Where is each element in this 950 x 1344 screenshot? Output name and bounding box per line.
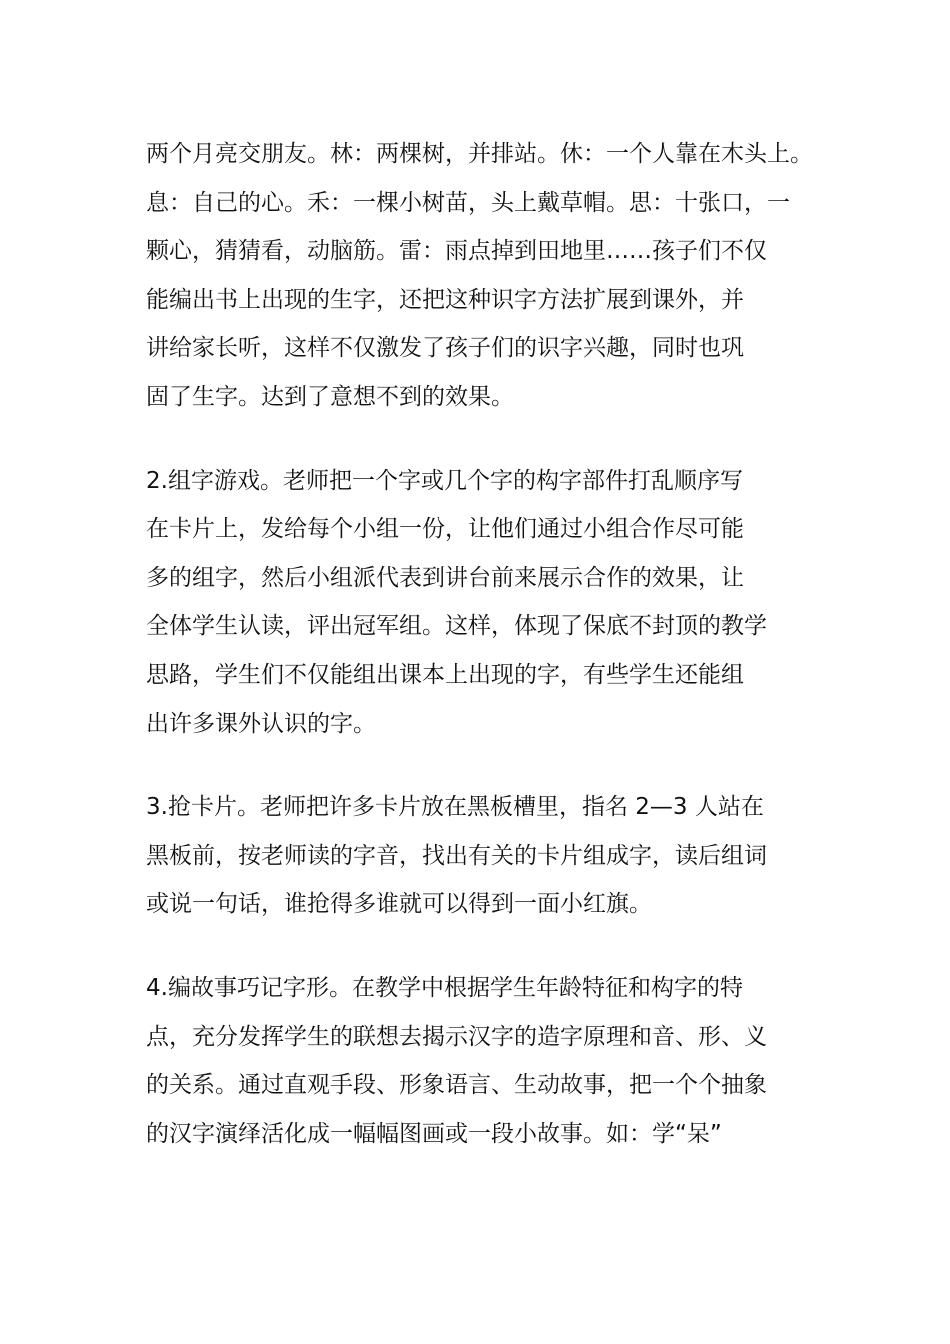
text-line: 3.抢卡片。老师把许多卡片放在黑板槽里，指名 2—3 人站在 <box>146 794 764 821</box>
text-line: 或说一句话，谁抢得多谁就可以得到一面小红旗。 <box>146 891 652 918</box>
text-line: 讲给家长听，这样不仅激发了孩子们的识字兴趣，同时也巩 <box>146 335 744 362</box>
text-line: 多的组字，然后小组派代表到讲台前来展示合作的效果，让 <box>146 564 744 591</box>
paragraph-card-grab <box>146 783 826 929</box>
paragraph-spacer <box>146 748 826 783</box>
text-line: 颗心，猜猜看，动脑筋。雷：雨点掉到田地里……孩子们不仅 <box>146 238 767 265</box>
text-line: 息：自己的心。禾：一棵小树苗，头上戴草帽。思：十张口，一 <box>146 189 790 216</box>
paragraph-continuation <box>146 130 826 422</box>
text-line: 全体学生认读，评出冠军组。这样，体现了保底不封顶的教学 <box>146 613 767 640</box>
text-line: 点，充分发挥学生的联想去揭示汉字的造字原理和音、形、义 <box>146 1023 767 1050</box>
text-line: 思路，学生们不仅能组出课本上出现的字，有些学生还能组 <box>146 661 744 688</box>
text-line: 固了生字。达到了意想不到的效果。 <box>146 383 514 410</box>
text-line: 出许多课外认识的字。 <box>146 710 376 737</box>
text-line: 黑板前，按老师读的字音，找出有关的卡片组成字，读后组词 <box>146 842 767 869</box>
text-line: 两个月亮交朋友。林：两棵树，并排站。休：一个人靠在木头上。 <box>146 141 813 167</box>
text-line: 4.编故事巧记字形。在教学中根据学生年龄特征和构字的特 <box>146 974 743 1001</box>
text-line: 的汉字演绎活化成一幅幅图画或一段小故事。如：学“呆” <box>146 1120 722 1147</box>
document-body <box>146 130 826 1158</box>
paragraph-spacer <box>146 422 826 457</box>
text-line: 2.组字游戏。老师把一个字或几个字的构字部件打乱顺序写 <box>146 467 743 494</box>
paragraph-spacer <box>146 929 826 964</box>
text-line: 能编出书上出现的生字，还把这种识字方法扩展到课外，并 <box>146 286 744 313</box>
text-line: 在卡片上，发给每个小组一份，让他们通过小组合作尽可能 <box>146 516 744 543</box>
paragraph-story-memory <box>146 964 826 1158</box>
text-line: 的关系。通过直观手段、形象语言、生动故事，把一个个抽象 <box>146 1072 767 1099</box>
paragraph-word-building-game <box>146 457 826 749</box>
